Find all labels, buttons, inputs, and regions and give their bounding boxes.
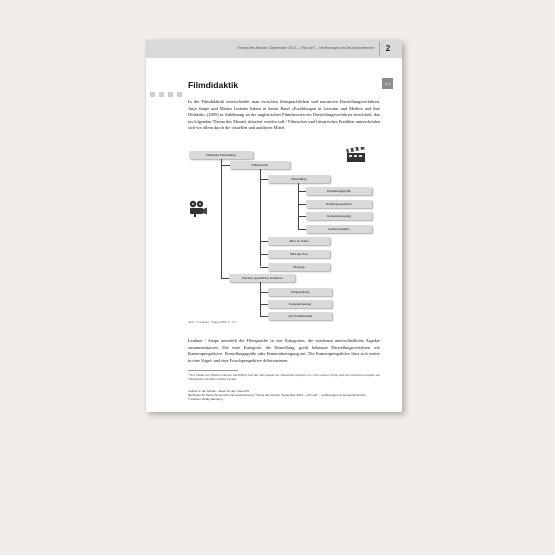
- diagram-node-filmsprache-item: Bild und Ton: [268, 250, 330, 258]
- diagram-node-einstellung-item: Kamerabewegung: [306, 212, 372, 220]
- footnote: ¹ Das Thema des Monats Oktober beschäftigt sich mit dem Aspekt der filmischen Adaption. Es wird weiterer Folge sind die relevanten Aspekte des Filmanalyse detailliert erklärt werden.: [188, 373, 380, 382]
- imprint-line: Methoden für Deutschunterricht und Leseförderung: Thema des Monats: September 2013 – „Film ab!“ – Verfilmungen im Deutschunterricht: [188, 392, 366, 397]
- imprint-line: Carlsen in der Schule – Ideen für den Unterricht: [188, 389, 250, 393]
- film-clapper-icon: [346, 147, 366, 163]
- film-projector-icon: [186, 200, 208, 218]
- document-page: [146, 40, 402, 412]
- diagram-node-narrativ-item: Perspektivierung: [268, 300, 332, 308]
- diagram-node-einstellung: Einstellung: [268, 175, 330, 183]
- header-bar: [146, 40, 402, 58]
- imprint-line: © Carlsen Verlag Hamburg: [188, 396, 223, 401]
- diagram-node-einstellung-item: Einstellungsgröße: [306, 187, 372, 195]
- footnote-divider: [188, 370, 238, 371]
- diagram-node-filmsprache-item: Mise en Scène: [268, 237, 330, 245]
- diagram-node-narrativ: Narrativ-sprachliche Verfahren: [229, 274, 295, 282]
- diagram-node-narrativ-item: Zeitgestaltung: [268, 288, 332, 296]
- figure-caption: Abb. 1: Leubner / Saupe 2009, S. 175: [188, 320, 237, 324]
- section-badge: 1.1: [382, 78, 393, 89]
- diagram-node-einstellung-item: Kameraobjektiv: [306, 225, 372, 233]
- diagram-node-narrativ-item: Ggf. Erzählinstanz: [268, 312, 332, 320]
- diagram-node-filmsprache-item: Montage: [268, 263, 330, 271]
- diagram-node-einstellung-item: Kameraperspektive: [306, 200, 372, 208]
- diagram-node-root: Filmische Darstellung: [189, 151, 253, 159]
- section-title: Filmdidaktik: [188, 80, 239, 90]
- page-number: 2: [379, 42, 396, 56]
- intro-paragraph: In der Filmdidaktik unterscheidet man zwischen filmsprachlichen und narrativen Darstellungsverfahren. Anja Saupe und Martin Leubner haben in ihrem Band »Erzählungen in Literatur und Medien und ihre Didaktik« (2009) in Anlehnung an die anglistischen Filmtheorien ein Darstellungsverfahren entwickelt, das im folgenden Thema des Monats skizziert werden soll.¹ Filmisches und literarisches Erzählen unterscheiden sich vor allem durch die visuellen und auditiven Mittel.: [188, 99, 380, 130]
- diagram-node-filmsprache: Filmsprache: [230, 161, 290, 169]
- title-decoration: [150, 84, 186, 102]
- second-paragraph: Leubner / Saupe unterteilt die Filmsprache in vier Kategorien, die wiederum unterschiedliche Aspekte zusammenfassen. Die erste Kategorie, die Einstellung, greift bekannte Darstellungsverfahren wie Kameraperspektive, Einstellungsgröße oder Kamerabewegung auf. Die Kameraperspektive lässt sich weiter in eine Vogel- und eine Froschperspektive differenzieren.: [188, 338, 380, 363]
- imprint: [188, 390, 388, 401]
- running-title: Thema des Monats: September 2013 – „Film ab!“ – Verfilmungen im Deutschunterricht: [236, 46, 374, 50]
